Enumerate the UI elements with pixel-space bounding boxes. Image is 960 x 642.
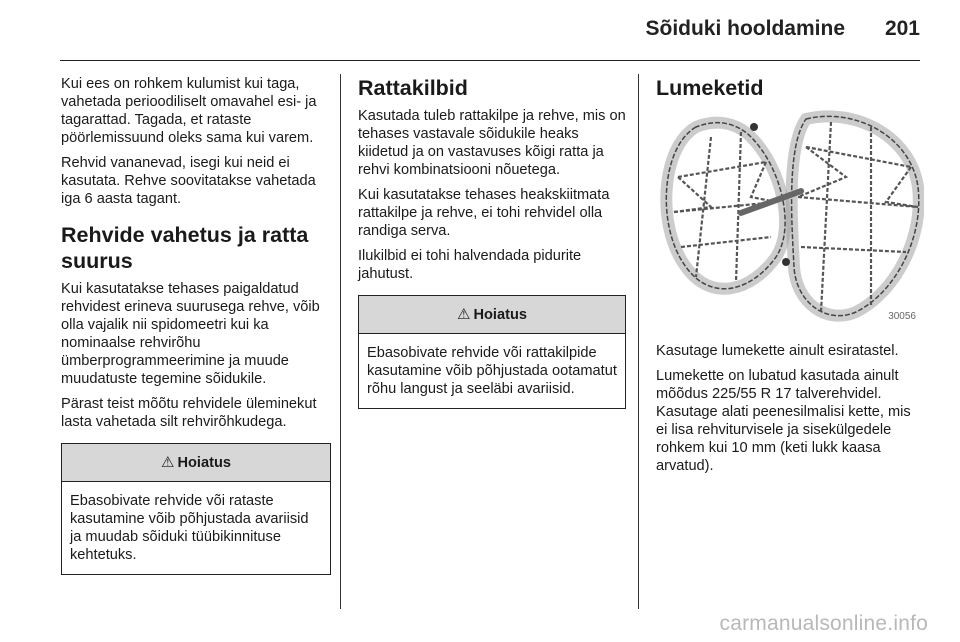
figure-id: 30056 [888,311,916,322]
warning-body [62,482,330,574]
page-number: 201 [884,17,920,40]
snow-chains-illustration [656,107,924,325]
intro-paragraph-1: Kui ees on rohkem kulumist kui taga, vahetada perioodiliselt omavahel esi- ja tagarattad. Tagada, et rataste pöörlemissuund oleks sama kui varem. [61,76,317,146]
warning-header [359,296,625,334]
intro-paragraph-2: Rehvid vananevad, isegi kui neid ei kasutata. Rehve soovitatakse vahetada iga 6 aasta tagant. [61,155,316,207]
tire-change-paragraph-2: Pärast teist mõõtu rehvidele üleminekut lasta vahetada silt rehvirõhkudega. [61,396,317,430]
warning-text: Ebasobivate rehvide või rataste kasutamine võib põhjustada avariisid ja muudab sõiduki tüübikinnituse kehtetuks. [70,493,309,563]
header-divider [60,60,920,61]
warning-triangle-icon: ⚠ [161,454,175,471]
snow-chain-drawing [656,107,924,325]
column-1 [61,75,331,575]
warning-header [62,444,330,482]
warning-box-wheel-covers [358,295,626,409]
tire-change-heading: Rehvide vahetus ja ratta suurus [61,223,309,273]
tire-change-paragraph-1: Kui kasutatakse tehases paigaldatud rehvidest erineva suurusega rehve, võib olla vajalik nii spidomeetri kui ka nominaalse rehvirõhu ümberprogrammeerimine ja muude muudatuste tegemine sõidukile. [61,281,320,387]
watermark: carmanualsonline.info [719,612,928,635]
column-divider-1 [340,74,341,609]
warning-text: Ebasobivate rehvide või rattakilpide kasutamine võib põhjustada ootamatut rõhu langust ja seeläbi avariisid. [367,345,617,397]
column-2 [358,75,626,409]
page-header [0,0,960,60]
wheel-covers-paragraph-2: Kui kasutatakse tehases heakskiitmata rattakilpe ja rehve, ei tohi rehvidel olla randiga serva. [358,187,610,239]
warning-body [359,334,625,408]
snow-chains-paragraph-1: Kasutage lumekette ainult esiratastel. [656,343,899,359]
section-title: Sõiduki hooldamine [645,17,845,40]
warning-box-tires [61,443,331,575]
snow-chains-paragraph-2: Lumekette on lubatud kasutada ainult mõõdus 225/55 R 17 talverehvidel. Kasutage alati peenesilmalisi kette, mis ei lisa rehviturvisele ja sisekülgedele rohkem kui 10 mm (keti lukk kaasa arvatud). [656,368,911,474]
wheel-covers-paragraph-1: Kasutada tuleb rattakilpe ja rehve, mis on tehases vastavale sõidukile heaks kiidetud ja on vastavuses kõigi ratta ja rehvi kombinatsiooni nõuetega. [358,108,626,178]
warning-title: Hoiatus [177,455,231,471]
wheel-covers-paragraph-3: Ilukilbid ei tohi halvendada pidurite jahutust. [358,248,582,282]
column-divider-2 [638,74,639,609]
column-3 [656,75,924,482]
wheel-covers-heading: Rattakilbid [358,76,468,100]
warning-title: Hoiatus [473,307,527,323]
snow-chains-heading: Lumeketid [656,76,764,100]
warning-triangle-icon: ⚠ [457,306,471,323]
